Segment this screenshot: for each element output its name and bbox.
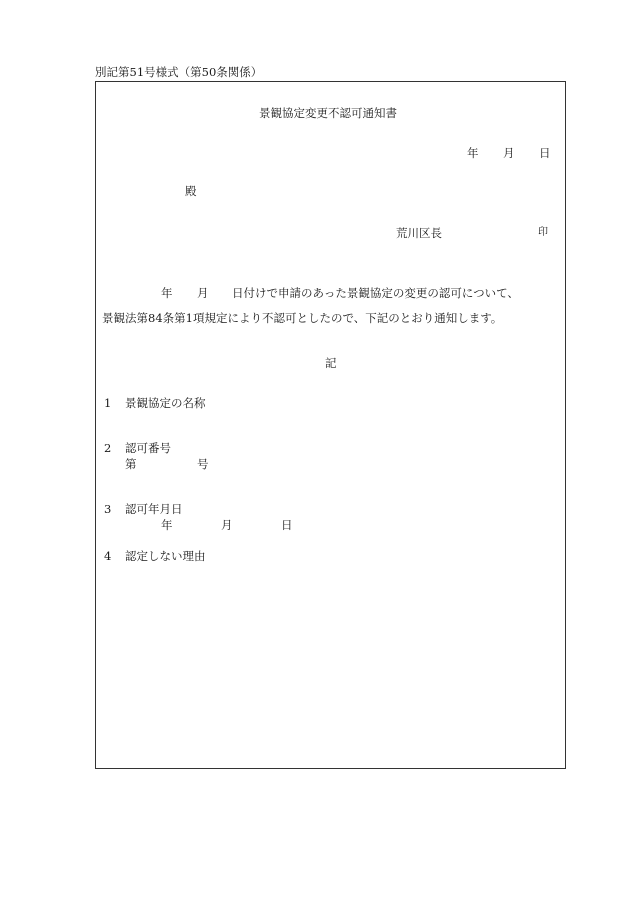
item-label: 認定しない理由	[125, 549, 206, 563]
item-label: 景観協定の名称	[125, 396, 206, 410]
item-number: 4	[104, 549, 112, 563]
item-number: 3	[104, 502, 112, 516]
item-number: 2	[104, 441, 112, 455]
issue-date-day: 日	[539, 146, 551, 160]
permit-number-prefix: 第	[125, 457, 137, 471]
permit-date-year: 年	[161, 518, 173, 532]
form-border	[95, 81, 566, 769]
item-label: 認可番号	[125, 441, 171, 455]
addressee-honorific: 殿	[185, 184, 197, 198]
ki-heading: 記	[325, 356, 337, 370]
item-label: 認可年月日	[125, 502, 183, 516]
seal-mark: 印	[538, 227, 548, 238]
document-title: 景観協定変更不認可通知書	[259, 106, 397, 120]
body-date-month: 月	[197, 286, 209, 300]
issuer-name: 荒川区長	[396, 226, 442, 240]
item-number: 1	[104, 396, 112, 410]
body-line-1: 日付けで申請のあった景観協定の変更の認可について、	[232, 286, 519, 300]
form-number-label: 別記第51号様式（第50条関係）	[95, 65, 263, 79]
body-line-2: 景観法第84条第1項規定により不認可としたので、下記のとおり通知します。	[102, 311, 503, 325]
issue-date-month: 月	[503, 146, 515, 160]
body-date-year: 年	[161, 286, 173, 300]
permit-date-month: 月	[221, 518, 233, 532]
permit-number-suffix: 号	[197, 457, 209, 471]
issue-date-year: 年	[467, 146, 479, 160]
permit-date-day: 日	[281, 518, 293, 532]
